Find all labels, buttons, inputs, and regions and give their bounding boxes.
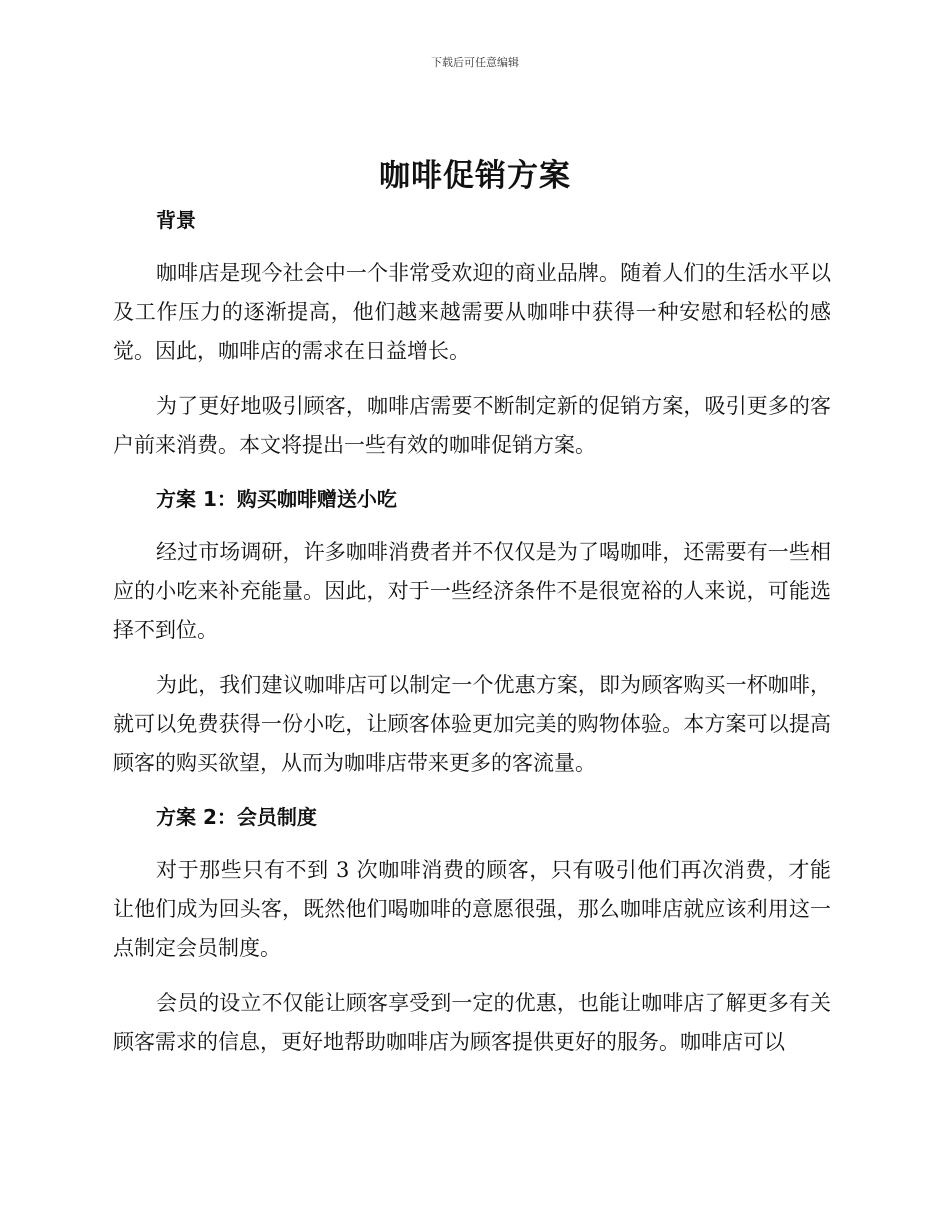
paragraph: 咖啡店是现今社会中一个非常受欢迎的商业品牌。随着人们的生活水平以及工作压力的逐渐提高，他们越来越需要从咖啡中获得一种安慰和轻松的感觉。因此，咖啡店的需求在日益增长。 <box>113 261 831 363</box>
paragraph: 会员的设立不仅能让顾客享受到一定的优惠，也能让咖啡店了解更多有关顾客需求的信息，更好地帮助咖啡店为顾客提供更好的服务。咖啡店可以 <box>113 991 831 1054</box>
section-heading: 方案 2：会员制度 <box>156 805 317 829</box>
section-heading: 背景 <box>156 208 196 232</box>
section-plan-2 <box>113 799 831 1062</box>
page-header: 下载后可任意编辑 <box>431 56 519 69</box>
paragraph: 经过市场调研，许多咖啡消费者并不仅仅是为了喝咖啡，还需要有一些相应的小吃来补充能量。因此，对于一些经济条件不是很宽裕的人来说，可能选择不到位。 <box>113 540 831 642</box>
section-background <box>113 202 831 465</box>
paragraph: 为此，我们建议咖啡店可以制定一个优惠方案，即为顾客购买一杯咖啡，就可以免费获得一份小吃，让顾客体验更加完美的购物体验。本方案可以提高顾客的购买欲望，从而为咖啡店带来更多的客流量。 <box>113 673 831 775</box>
paragraph: 对于那些只有不到 3 次咖啡消费的顾客，只有吸引他们再次消费，才能让他们成为回头客，既然他们喝咖啡的意愿很强，那么咖啡店就应该利用这一点制定会员制度。 <box>113 858 831 960</box>
paragraph: 为了更好地吸引顾客，咖啡店需要不断制定新的促销方案，吸引更多的客户前来消费。本文将提出一些有效的咖啡促销方案。 <box>113 394 831 457</box>
section-plan-1 <box>113 481 831 783</box>
document-body <box>113 202 831 1078</box>
document-title: 咖啡促销方案 <box>379 158 571 194</box>
section-heading: 方案 1：购买咖啡赠送小吃 <box>156 487 397 511</box>
